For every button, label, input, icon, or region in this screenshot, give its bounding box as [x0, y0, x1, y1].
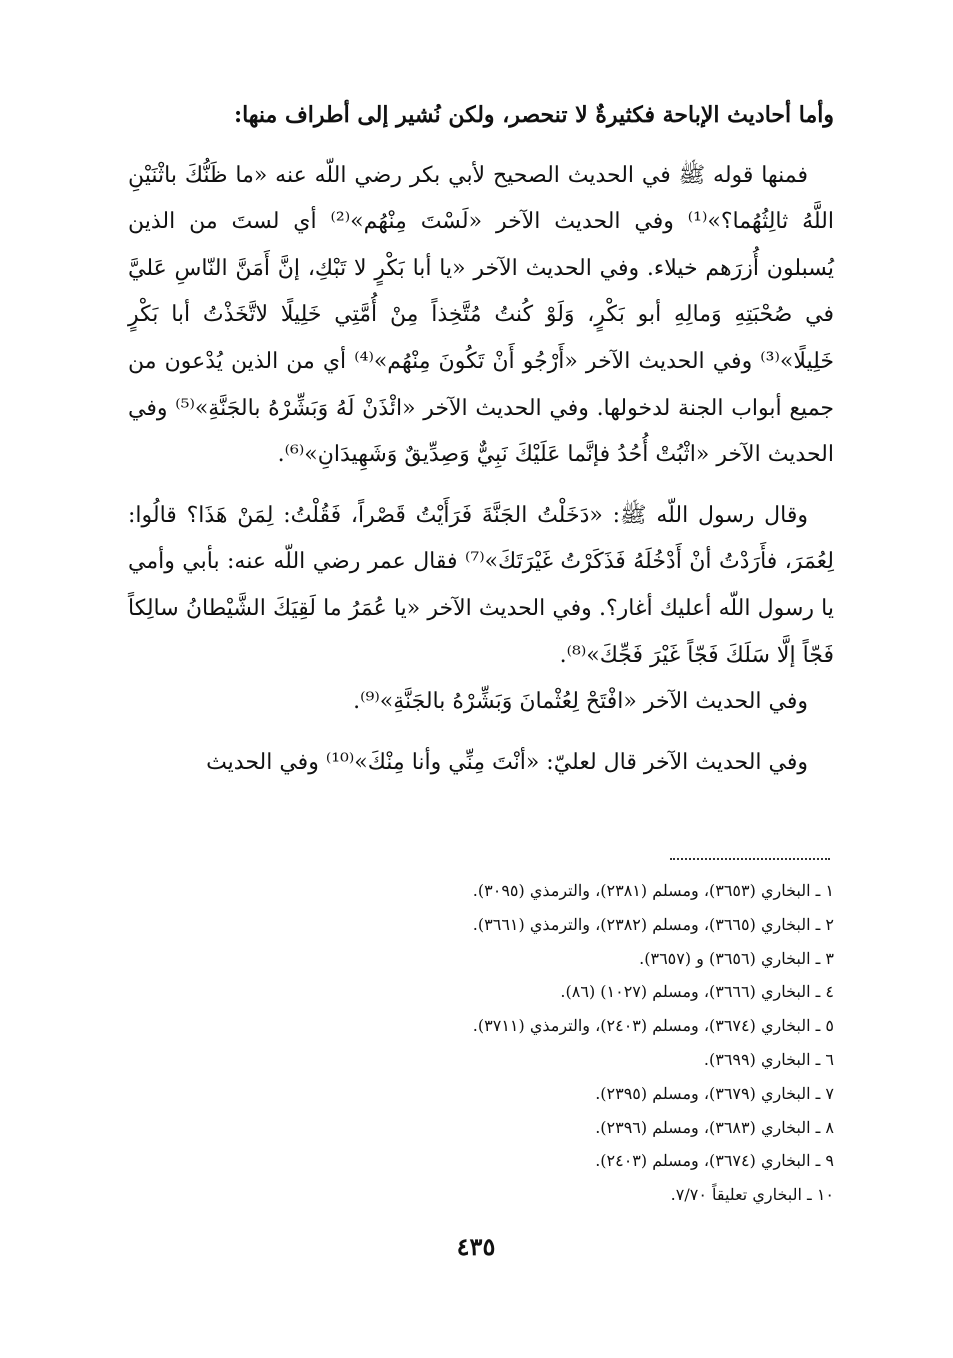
footnote-separator — [670, 858, 830, 860]
main-text — [128, 92, 834, 786]
footnote-item: ٨ ـ البخاري (٣٦٨٣)، ومسلم (٢٣٩٦). — [595, 1117, 834, 1137]
footnote-item: ٥ ـ البخاري (٣٦٧٤)، ومسلم (٢٤٠٣)، والترمذي (٣٧١١). — [472, 1016, 834, 1036]
paragraph-uthman-hadith: وفي الحديث الآخر «افْتَحْ لِعُثْمانَ وَبَشِّرْهُ بالجَنَّةِ»⁽⁹⁾. — [353, 689, 808, 715]
paragraph-ali-hadith: وفي الحديث الآخر قال لعليّ: «أنْتَ مِنِّي وأنا مِنْكَ»⁽¹⁰⁾ وفي الحديث — [206, 749, 808, 775]
footnote-item: ٢ ـ البخاري (٣٦٦٥)، ومسلم (٢٣٨٢)، والترمذي (٣٦٦١). — [472, 914, 834, 934]
footnote-item: ٣ ـ البخاري (٣٦٥٦) و (٣٦٥٧). — [639, 948, 834, 968]
footnote-item: ٤ ـ البخاري (٣٦٦٦)، ومسلم (١٠٢٧) (٨٦). — [560, 982, 834, 1002]
footnote-item: ٦ ـ البخاري (٣٦٩٩). — [703, 1049, 834, 1069]
paragraph-umar-hadiths: وقال رسول اللّه ﷺ: «دَخَلْتُ الجَنَّةَ فَرَأَيْتُ قَصْراً، فَقُلْتُ: لِمَنْ هَذَا؟ قالُوا: لِعُمَرَ، فأَرَدْتُ أنْ أَدْخُلَهُ فَذَكَرْتُ غَيْرَتَكَ»⁽⁷⁾ فقال عمر رضي اللّه عنه: بأبي وأمي يا رسول اللّه أعليك أغار؟. وفي الحديث الآخر «يا عُمَرُ ما لَقِيَكَ الشَّيْطانُ سالِكاً فَجّاً إلَّا سَلَكَ فَجّاً غَيْرَ فَجِّكَ»⁽⁸⁾. — [128, 502, 834, 668]
footnotes — [300, 874, 834, 1212]
intro-paragraph: وأما أحاديث الإباحة فكثيرةٌ لا تنحصر، ولكن نُشير إلى أطراف منها: — [233, 102, 834, 128]
footnote-item: ١ ـ البخاري (٣٦٥٣)، ومسلم (٢٣٨١)، والترمذي (٣٠٩٥). — [472, 881, 834, 900]
paragraph-abu-bakr-hadiths: فمنها قوله ﷺ في الحديث الصحيح لأبي بكر رضي اللّه عنه «ما ظَنُّكَ باثْنَيْنِ اللَّهُ ثالِثُهُما؟»⁽¹⁾ وفي الحديث الآخر «لَسْتَ مِنْهُم»⁽²⁾ أي لستَ من الذين يُسبلون أُزرَهم خيلاء. وفي الحديث الآخر «يا أبا بَكْرٍ لا تَبْكِ، إنَّ أَمَنَّ النّاسِ عَليَّ في صُحْبَتِهِ وَمالِهِ أبو بَكْرٍ، وَلَوْ كُنتُ مُتَّخِذاً مِنْ أُمَّتِي خَلِيلًا لاتَّخَذْتُ أبا بَكْرٍ خَلِيلًا»⁽³⁾ وفي الحديث الآخر «أَرْجُو أَنْ تَكُونَ مِنْهُم»⁽⁴⁾ أي من الذين يُدْعون من جميع أبواب الجنة لدخولها. وفي الحديث الآخر «ائْذَنْ لَهُ وَبَشِّرْهُ بالجَنَّةِ»⁽⁵⁾ وفي الحديث الآخر «اثْبُتْ أُحُدُ فإنَّما عَلَيْكَ نَبِيٌّ وَصِدِّيقٌ وَشَهِيدَانِ»⁽⁶⁾. — [128, 162, 835, 468]
footnote-item: ٩ ـ البخاري (٣٦٧٤)، ومسلم (٢٤٠٣). — [595, 1151, 834, 1171]
page-number: ٤٣٥ — [456, 1232, 496, 1261]
footnote-item: ١٠ ـ البخاري تعليقاً ٧/٧٠. — [670, 1185, 834, 1205]
footnote-item: ٧ ـ البخاري (٣٦٧٩)، ومسلم (٢٣٩٥). — [595, 1083, 834, 1103]
